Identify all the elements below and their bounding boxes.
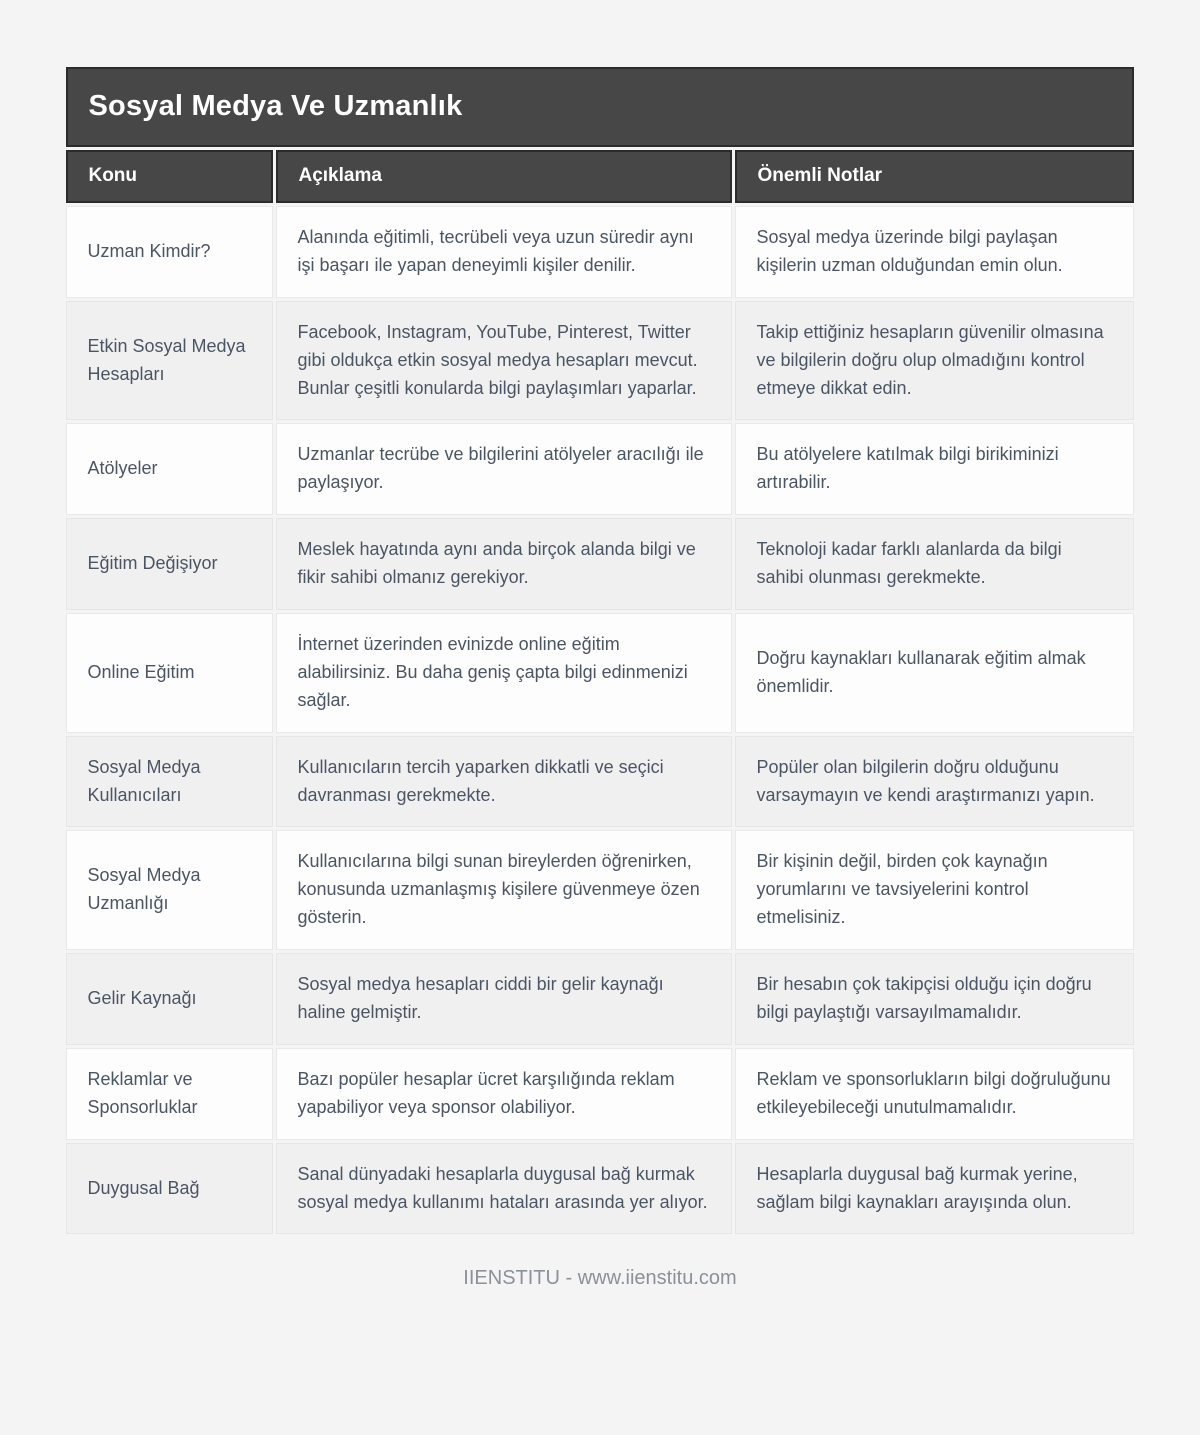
- social-media-expertise-table: [63, 64, 1136, 1237]
- description-cell: Meslek hayatında aynı anda birçok alanda bilgi ve fikir sahibi olmanız gerekiyor.: [276, 518, 732, 610]
- table-row: [66, 1143, 1133, 1235]
- title-row: [66, 67, 1133, 147]
- notes-cell: Doğru kaynakları kullanarak eğitim almak önemlidir.: [735, 613, 1133, 733]
- column-header-onemli-notlar: Önemli Notlar: [735, 150, 1133, 203]
- description-cell: Kullanıcıların tercih yaparken dikkatli ve seçici davranması gerekmekte.: [276, 736, 732, 828]
- notes-cell: Reklam ve sponsorlukların bilgi doğruluğunu etkileyebileceği unutulmamalıdır.: [735, 1048, 1133, 1140]
- description-cell: Bazı popüler hesaplar ücret karşılığında reklam yapabiliyor veya sponsor olabiliyor.: [276, 1048, 732, 1140]
- page-title: Sosyal Medya Ve Uzmanlık: [66, 67, 1133, 147]
- topic-cell: Uzman Kimdir?: [66, 206, 273, 298]
- description-cell: Facebook, Instagram, YouTube, Pinterest, Twitter gibi oldukça etkin sosyal medya hesapları mevcut. Bunlar çeşitli konularda bilgi paylaşımları yaparlar.: [276, 301, 732, 421]
- description-cell: Uzmanlar tecrübe ve bilgilerini atölyeler aracılığı ile paylaşıyor.: [276, 423, 732, 515]
- footer-attribution: IIENSTITU - www.iienstitu.com: [463, 1267, 737, 1290]
- topic-cell: Reklamlar ve Sponsorluklar: [66, 1048, 273, 1140]
- notes-cell: Sosyal medya üzerinde bilgi paylaşan kişilerin uzman olduğundan emin olun.: [735, 206, 1133, 298]
- table-row: [66, 423, 1133, 515]
- notes-cell: Bir kişinin değil, birden çok kaynağın yorumlarını ve tavsiyelerini kontrol etmelisiniz.: [735, 830, 1133, 950]
- column-header-konu: Konu: [66, 150, 273, 203]
- column-header-row: [66, 150, 1133, 203]
- description-cell: Sosyal medya hesapları ciddi bir gelir kaynağı haline gelmiştir.: [276, 953, 732, 1045]
- topic-cell: Online Eğitim: [66, 613, 273, 733]
- notes-cell: Bu atölyelere katılmak bilgi birikiminizi artırabilir.: [735, 423, 1133, 515]
- topic-cell: Duygusal Bağ: [66, 1143, 273, 1235]
- table-row: [66, 1048, 1133, 1140]
- table-row: [66, 953, 1133, 1045]
- description-cell: Sanal dünyadaki hesaplarla duygusal bağ kurmak sosyal medya kullanımı hataları arasında yer alıyor.: [276, 1143, 732, 1235]
- column-header-aciklama: Açıklama: [276, 150, 732, 203]
- topic-cell: Eğitim Değişiyor: [66, 518, 273, 610]
- topic-cell: Atölyeler: [66, 423, 273, 515]
- table-row: [66, 301, 1133, 421]
- description-cell: Alanında eğitimli, tecrübeli veya uzun süredir aynı işi başarı ile yapan deneyimli kişiler denilir.: [276, 206, 732, 298]
- topic-cell: Etkin Sosyal Medya Hesapları: [66, 301, 273, 421]
- table-row: [66, 613, 1133, 733]
- description-cell: İnternet üzerinden evinizde online eğitim alabilirsiniz. Bu daha geniş çapta bilgi edinmenizi sağlar.: [276, 613, 732, 733]
- notes-cell: Bir hesabın çok takipçisi olduğu için doğru bilgi paylaştığı varsayılmamalıdır.: [735, 953, 1133, 1045]
- topic-cell: Gelir Kaynağı: [66, 953, 273, 1045]
- notes-cell: Popüler olan bilgilerin doğru olduğunu varsaymayın ve kendi araştırmanızı yapın.: [735, 736, 1133, 828]
- notes-cell: Takip ettiğiniz hesapların güvenilir olmasına ve bilgilerin doğru olup olmadığını kontrol etmeye dikkat edin.: [735, 301, 1133, 421]
- notes-cell: Teknoloji kadar farklı alanlarda da bilgi sahibi olunması gerekmekte.: [735, 518, 1133, 610]
- table-row: [66, 736, 1133, 828]
- topic-cell: Sosyal Medya Kullanıcıları: [66, 736, 273, 828]
- description-cell: Kullanıcılarına bilgi sunan bireylerden öğrenirken, konusunda uzmanlaşmış kişilere güvenmeye özen gösterin.: [276, 830, 732, 950]
- table-row: [66, 518, 1133, 610]
- topic-cell: Sosyal Medya Uzmanlığı: [66, 830, 273, 950]
- notes-cell: Hesaplarla duygusal bağ kurmak yerine, sağlam bilgi kaynakları arayışında olun.: [735, 1143, 1133, 1235]
- table-row: [66, 206, 1133, 298]
- table-row: [66, 830, 1133, 950]
